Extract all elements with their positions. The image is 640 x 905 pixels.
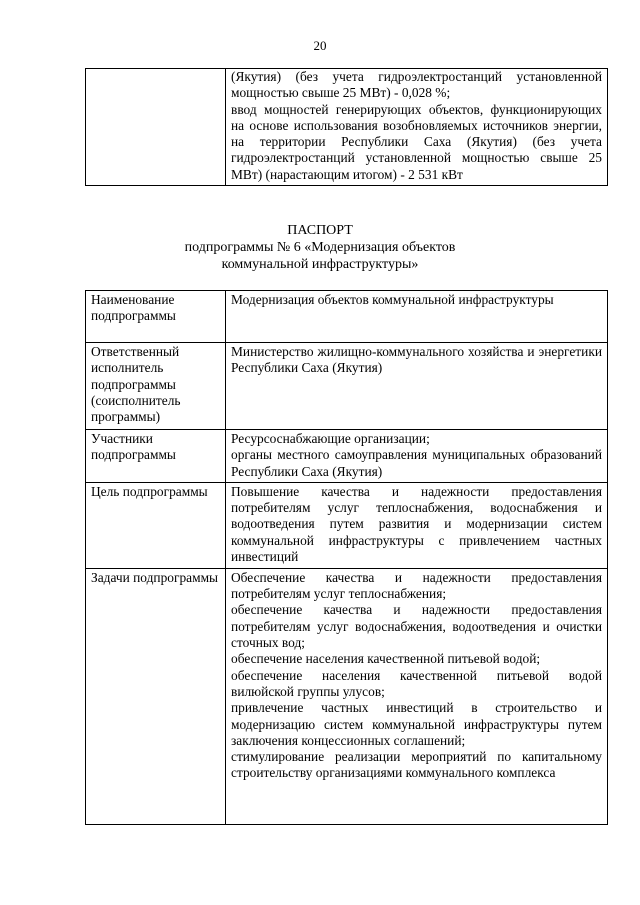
- row-label: Цель подпрограммы: [86, 482, 226, 568]
- content-line: обеспечение населения качественной питьевой водой;: [231, 651, 541, 667]
- continuation-left-cell: [86, 69, 226, 186]
- content-line: Министерство жилищно-коммунального хозяйства и энергетики Республики Саха (Якутия): [231, 344, 602, 376]
- content-line: обеспечение качества и надежности предоставления потребителям услуг водоснабжения, водоотведения и очистки сточных вод;: [231, 602, 602, 651]
- table-row: [86, 482, 608, 568]
- row-label: Ответственный исполнитель подпрограммы (соисполнитель программы): [86, 343, 226, 430]
- row-label: Участники подпрограммы: [86, 430, 226, 483]
- table-row: [86, 69, 608, 186]
- content-line: органы местного самоуправления муниципальных образований Республики Саха (Якутия): [231, 447, 602, 479]
- table-row: [86, 430, 608, 483]
- content-line: Обеспечение качества и надежности предоставления потребителям услуг теплоснабжения;: [231, 569, 602, 602]
- passport-title: ПАСПОРТ: [287, 223, 353, 238]
- passport-heading: [0, 222, 640, 273]
- row-content: [226, 343, 608, 430]
- row-label: Задачи подпрограммы: [86, 568, 226, 824]
- continuation-line: (Якутия) (без учета гидроэлектростанций установленной мощностью свыше 25 МВт) - 0,028 %;: [231, 69, 602, 101]
- content-line: стимулирование реализации мероприятий по капитальному строительству организациями коммунального комплекса: [231, 749, 602, 781]
- row-label: Наименование подпрограммы: [86, 291, 226, 343]
- content-line: Модернизация объектов коммунальной инфраструктуры: [231, 292, 554, 307]
- row-content: [226, 482, 608, 568]
- row-content: [226, 568, 608, 824]
- passport-subtitle: подпрограммы № 6 «Модернизация объектов коммунальной инфраструктуры»: [184, 240, 456, 272]
- table-row: [86, 568, 608, 824]
- continuation-right-cell: [226, 69, 608, 186]
- page-number: 20: [313, 38, 327, 53]
- table-row: [86, 343, 608, 430]
- content-line: обеспечение населения качественной питьевой водой вилюйской группы улусов;: [231, 667, 602, 699]
- table-row: [86, 291, 608, 343]
- continuation-line: ввод мощностей генерирующих объектов, функционирующих на основе использования возобновляемых источников энергии, на территории Республики Саха (Якутия) (без учета гидроэлектростанций установленной мощностью свыше 25 МВт) (нарастающим итогом) - 2 531 кВт: [231, 101, 602, 182]
- content-line: Повышение качества и надежности предоставления потребителям услуг теплоснабжения, водоснабжения и водоотведения путем развития и модернизации систем коммунальной инфраструктуры с привлечением частных инвестиций: [231, 483, 602, 565]
- continuation-table: [85, 68, 608, 186]
- passport-table: [85, 290, 608, 825]
- row-content: [226, 430, 608, 483]
- content-line: Ресурсоснабжающие организации;: [231, 431, 430, 446]
- content-line: привлечение частных инвестиций в строительство и модернизацию систем коммунальной инфраструктуры путем заключения концессионных соглашений;: [231, 700, 602, 748]
- row-content: [226, 291, 608, 343]
